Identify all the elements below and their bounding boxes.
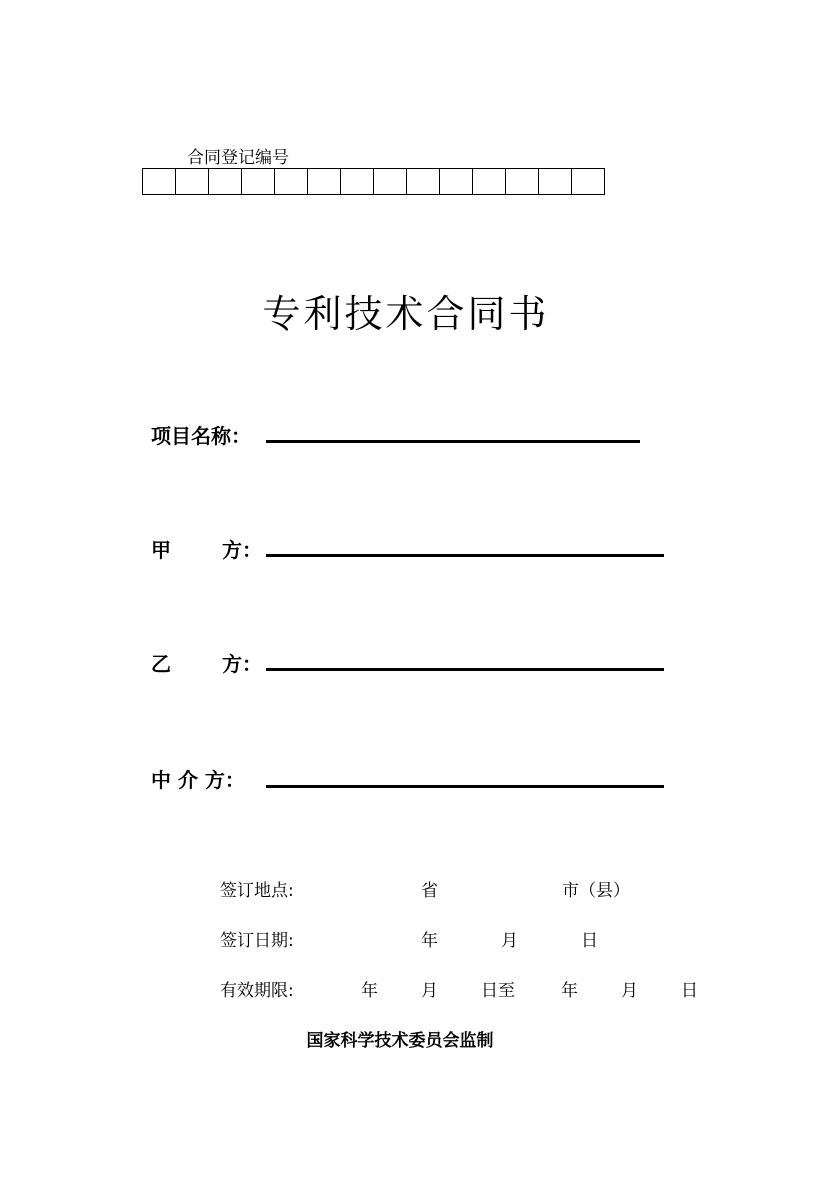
signing-date-year: 年 xyxy=(421,931,438,951)
project-name-line[interactable] xyxy=(266,440,640,443)
signing-place-province: 省 xyxy=(421,881,438,901)
signing-date-label: 签订日期: xyxy=(220,931,294,951)
party-b-line[interactable] xyxy=(266,668,664,671)
signing-place-city: 市（县） xyxy=(562,881,630,901)
validity-start-day-to: 日至 xyxy=(481,981,515,1001)
registration-label: 合同登记编号 xyxy=(187,148,289,168)
validity-end-day: 日 xyxy=(681,981,698,1001)
signing-date-day: 日 xyxy=(581,931,598,951)
document-title: 专利技术合同书 xyxy=(262,292,550,336)
party-a-char: 甲 xyxy=(151,538,171,562)
issuer-footer: 国家科学技术委员会监制 xyxy=(306,1031,494,1051)
registration-digit-box[interactable] xyxy=(440,169,473,194)
registration-digit-box[interactable] xyxy=(143,169,176,194)
party-a-line[interactable] xyxy=(266,554,664,557)
registration-digit-box[interactable] xyxy=(275,169,308,194)
registration-digit-box[interactable] xyxy=(209,169,242,194)
intermediary-label: 中 介 方： xyxy=(151,768,245,792)
registration-digit-box[interactable] xyxy=(242,169,275,194)
registration-digit-box[interactable] xyxy=(308,169,341,194)
intermediary-line[interactable] xyxy=(266,785,664,788)
validity-label: 有效期限: xyxy=(220,981,294,1001)
registration-digit-box[interactable] xyxy=(506,169,539,194)
registration-digit-box[interactable] xyxy=(539,169,572,194)
party-b-label: 方： xyxy=(222,652,262,676)
registration-digit-box[interactable] xyxy=(473,169,506,194)
validity-start-year: 年 xyxy=(361,981,378,1001)
party-b-char: 乙 xyxy=(151,652,171,676)
registration-digit-box[interactable] xyxy=(407,169,440,194)
validity-start-month: 月 xyxy=(421,981,438,1001)
registration-digit-box[interactable] xyxy=(374,169,407,194)
registration-number-boxes[interactable] xyxy=(142,168,605,195)
registration-digit-box[interactable] xyxy=(176,169,209,194)
party-a-label: 方： xyxy=(222,538,262,562)
registration-digit-box[interactable] xyxy=(341,169,374,194)
registration-digit-box[interactable] xyxy=(572,169,605,194)
validity-end-year: 年 xyxy=(561,981,578,1001)
validity-end-month: 月 xyxy=(621,981,638,1001)
project-name-label: 项目名称： xyxy=(151,424,251,448)
signing-date-month: 月 xyxy=(501,931,518,951)
signing-place-label: 签订地点: xyxy=(220,881,294,901)
